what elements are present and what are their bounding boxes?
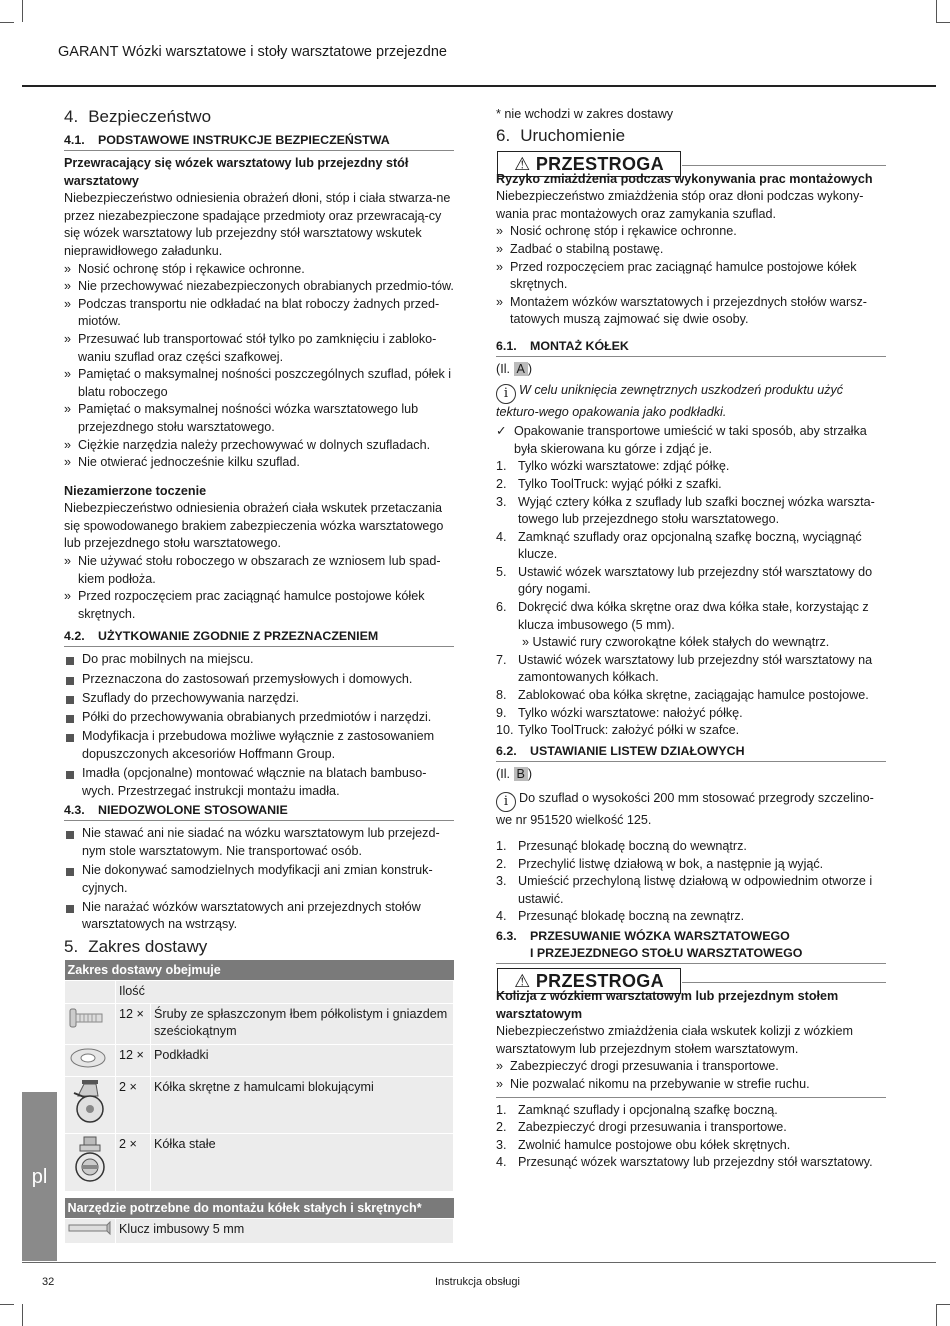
step-number: 3.	[496, 1137, 507, 1152]
steps-list	[496, 1102, 886, 1172]
swivel-caster-icon	[68, 1114, 112, 1128]
caution-box: ⚠ PRZESTROGA	[497, 968, 681, 994]
step-number: 5.	[496, 564, 507, 579]
info-icon: i	[496, 384, 516, 404]
list-item: Nie dokonywać samodzielnych modyfikacji ani zmian konstruk-cyjnych.	[64, 862, 454, 897]
list-item: » Przesuwać lub transportować stół tylko po zamknięciu i zabloko-waniu szuflad oraz części szafkowej.	[64, 331, 454, 366]
step-number: 1.	[496, 1102, 507, 1117]
section-4-1-heading: 4.1. PODSTAWOWE INSTRUKCJE BEZPIECZEŃSTWA	[64, 132, 454, 151]
list-item: » Zadbać o stabilną postawę.	[496, 241, 886, 259]
list-item: Imadła (opcjonalne) montować włącznie na blatach bambuso-wych. Przestrzegać instrukcji montażu imadła.	[64, 765, 454, 800]
crop-mark	[936, 22, 950, 23]
right-column	[496, 106, 886, 1172]
step-item	[496, 1154, 886, 1172]
step-item	[496, 458, 886, 476]
step-text: Ustawić wózek warsztatowy lub przejezdny stół warsztatowy do góry nogami.	[518, 564, 873, 597]
step-number: 2.	[496, 476, 507, 491]
step-text: Przesunąć wózek warsztatowy lub przejezdny stół warsztatowy.	[518, 1155, 873, 1170]
step-item	[496, 564, 886, 599]
tools-header: Narzędzie potrzebne do montażu kółek stałych i skrętnych*	[65, 1198, 454, 1219]
table-row	[65, 1133, 454, 1192]
info-note: i Do szuflad o wysokości 200 mm stosować przegrody szczelino-we nr 951520 wielkość 125.	[496, 791, 874, 828]
list-item: » Montażem wózków warsztatowych i przejezdnych stołów warsz-tatowych muszą zajmować się dwie osoby.	[496, 294, 886, 329]
crop-mark	[936, 0, 937, 22]
section-5-heading: 5. Zakres dostawy	[64, 936, 208, 956]
caution-list	[496, 223, 886, 329]
qty-cell: 12 ×	[116, 1044, 151, 1077]
caution-title: Kolizja z wózkiem warsztatowym lub przejezdnym stołem warsztatowym	[496, 988, 839, 1021]
list-item: » Ciężkie narzędzia należy przechowywać w dolnych szufladach.	[64, 437, 454, 455]
figure-badge: B	[514, 767, 528, 781]
caution-list	[496, 1058, 886, 1097]
list-item: Nie narażać wózków warsztatowych ani przejezdnych stołów warsztatowych na wstrząsy.	[64, 899, 454, 934]
step-text: Przesunąć blokadę boczną do wewnątrz.	[518, 839, 747, 853]
table-row	[65, 1077, 454, 1134]
step-item	[496, 705, 886, 723]
list-item: » Zabezpieczyć drogi przesuwania i transportowe.	[496, 1058, 886, 1076]
caution-rule	[682, 165, 886, 166]
paragraph: Niebezpieczeństwo odniesienia obrażeń dłoni, stóp i ciała stwarza-ne przez niezabezpieczone spadające przedmioty oraz przewracają-cy się wózek warsztatowy lub przejezdny stół warsztatowy wskutek nieprawidłowego załadunku.	[64, 191, 451, 258]
list-item: Nie stawać ani nie siadać na wózku warsztatowym lub przejezd-nym stole warsztatowym. Nie transportować osób.	[64, 825, 454, 860]
qty-cell: 12 ×	[116, 1003, 151, 1044]
intended-use-list	[64, 651, 454, 800]
tool-cell: Klucz imbusowy 5 mm	[116, 1219, 454, 1244]
figure-ref: (Il. B )	[496, 766, 533, 781]
step-item	[496, 722, 886, 740]
language-tab: pl	[22, 1092, 57, 1261]
washer-icon	[68, 1058, 108, 1072]
list-item: » Nie używać stołu roboczego w obszarach ze wzniosem lub spad-kiem podłoża.	[64, 553, 454, 588]
step-number: 3.	[496, 874, 507, 889]
step-text: Umieścić przechyloną listwę działową w odpowiednim otworze i ustawić.	[518, 874, 873, 906]
list-item: » Przed rozpoczęciem prac zaciągnąć hamulce postojowe kółek skrętnych.	[64, 588, 454, 623]
crop-mark	[0, 22, 14, 23]
info-note: i W celu uniknięcia zewnętrznych uszkodzeń produktu użyć tekturo-wego opakowania jako podkładki.	[496, 382, 844, 419]
step-text: Zabezpieczyć drogi przesuwania i transportowe.	[518, 1120, 787, 1135]
hex-key-icon	[68, 1224, 112, 1238]
qty-cell: 2 ×	[116, 1133, 151, 1192]
step-number: 4.	[496, 1155, 507, 1170]
figure-ref: (Il. A )	[496, 361, 533, 376]
crop-mark	[0, 1304, 14, 1305]
step-text: Wyjąć cztery kółka z szuflady lub szafki bocznej wózka warszta-towego lub przejezdnego stołu warsztatowego.	[518, 494, 875, 527]
section-6-heading: 6. Uruchomienie	[496, 125, 626, 145]
step-number: 4.	[496, 909, 507, 924]
list-item: » Pamiętać o maksymalnej nośności wózka warsztatowego lub przejezdnego stołu warsztatowego.	[64, 401, 454, 436]
subheading-tipping: Przewracający się wózek warsztatowy lub przejezdny stół warsztatowy	[64, 156, 409, 188]
list-item: ✓ Opakowanie transportowe umieścić w taki sposób, aby strzałka była skierowana ku górze i zdjąć je.	[496, 423, 886, 458]
safety-list	[64, 553, 454, 623]
caution-box: ⚠ PRZESTROGA	[497, 151, 681, 177]
steps-list	[496, 838, 886, 926]
step-item	[496, 873, 886, 908]
step-item	[496, 908, 886, 926]
paragraph: Niebezpieczeństwo odniesienia obrażeń ciała wskutek przetaczania się spowodowanego brakiem zabezpieczenia wózka warsztatowego lub przejezdnego stołu warsztatowego.	[64, 501, 444, 551]
list-item: Do prac mobilnych na miejscu.	[64, 651, 454, 669]
delivery-scope-table	[64, 960, 454, 1192]
step-text: Ustawić wózek warsztatowy lub przejezdny stół warsztatowy na zamontowanych kółkach.	[518, 652, 873, 685]
crop-mark	[22, 1304, 23, 1326]
list-item: Przeznaczona do zastosowań przemysłowych i domowych.	[64, 671, 454, 689]
step-text: Przechylić listwę działową w bok, a następnie ją wyjąć.	[518, 856, 824, 871]
step-number: 2.	[496, 1120, 507, 1135]
list-item: » Nie otwierać jednocześnie kilku szuflad.	[64, 454, 454, 472]
tools-table	[64, 1198, 454, 1244]
crop-mark	[22, 0, 23, 22]
step-item	[496, 529, 886, 564]
section-6-3-heading: 6.3. PRZESUWANIE WÓZKA WARSZTATOWEGO I PRZEJEZDNEGO STOŁU WARSZTATOWEGO	[496, 928, 886, 964]
list-item: » Nie przechowywać niezabezpieczonych obrabianych przedmio-tów.	[64, 278, 454, 296]
step-text: Zamknąć szuflady oraz opcjonalną szafkę boczną, wyciągnąć klucze.	[518, 529, 862, 562]
steps-list	[496, 458, 886, 740]
step-number: 4.	[496, 529, 507, 544]
page-header-title: GARANT Wózki warsztatowe i stoły warsztatowe przejezdne	[58, 44, 447, 60]
desc-cell: Kółka skrętne z hamulcami blokującymi	[151, 1077, 454, 1134]
crop-mark	[936, 1304, 937, 1326]
step-text: Zablokować oba kółka skrętne, zaciągając hamulce postojowe.	[518, 688, 869, 703]
crop-mark	[936, 1304, 950, 1305]
step-text: Tylko wózki warsztatowe: zdjąć półkę.	[518, 459, 730, 474]
step-item	[496, 856, 886, 874]
step-number: 1.	[496, 459, 507, 474]
header-rule	[22, 85, 936, 87]
left-column	[64, 106, 454, 1244]
list-item: » Nosić ochronę stóp i rękawice ochronne.	[496, 223, 886, 241]
table-row	[65, 1003, 454, 1044]
footnote: * nie wchodzi w zakres dostawy	[496, 107, 674, 121]
footer-doc-title: Instrukcja obsługi	[435, 1276, 520, 1288]
caution-text: Niebezpieczeństwo zmiażdżenia stóp oraz dłoni podczas wykony-wania prac montażowych oraz zamykania szuflad.	[496, 189, 864, 221]
prohibited-use-list	[64, 825, 454, 934]
info-icon: i	[496, 792, 516, 812]
nested-step: » Ustawić rury czworokątne kółek stałych do wewnątrz.	[518, 634, 886, 652]
section-6-1-heading: 6.1. MONTAŻ KÓŁEK	[496, 338, 886, 357]
list-item: Modyfikacja i przebudowa możliwe wyłącznie z zastosowaniem dopuszczonych akcesoriów Hoffmann Group.	[64, 728, 454, 763]
figure-badge: A	[514, 362, 528, 376]
caution-title: Ryzyko zmiażdżenia podczas wykonywania prac montażowych	[496, 171, 873, 186]
step-item	[496, 476, 886, 494]
step-number: 2.	[496, 856, 507, 871]
safety-list	[64, 261, 454, 472]
section-4-2-heading: 4.2. UŻYTKOWANIE ZGODNIE Z PRZEZNACZENIEM	[64, 628, 454, 647]
step-number: 6.	[496, 600, 507, 615]
list-item: » Nosić ochronę stóp i rękawice ochronne.	[64, 261, 454, 279]
section-4-heading: 4. Bezpieczeństwo	[64, 107, 212, 126]
table-header: Zakres dostawy obejmuje	[65, 960, 454, 981]
caution-text: Niebezpieczeństwo zmiażdżenia ciała wskutek kolizji z wózkiem warsztatowym lub przejezdnym stołem warsztatowym.	[496, 1024, 853, 1056]
qty-cell: 2 ×	[116, 1077, 151, 1134]
warning-triangle-icon: ⚠	[514, 153, 531, 174]
step-text: Dokręcić dwa kółka skrętne oraz dwa kółka stałe, korzystając z klucza imbusowego (5 mm).	[518, 600, 869, 632]
desc-cell: Śruby ze spłaszczonym łbem półkolistym i gniazdem sześciokątnym	[151, 1003, 454, 1044]
list-item: » Przed rozpoczęciem prac zaciągnąć hamulce postojowe kółek skrętnych.	[496, 259, 886, 294]
step-number: 8.	[496, 688, 507, 703]
list-item: » Podczas transportu nie odkładać na blat roboczy żadnych przed-miotów.	[64, 296, 454, 331]
step-text: Tylko ToolTruck: wyjąć półki z szafki.	[518, 476, 722, 491]
step-text: Zwolnić hamulce postojowe obu kółek skrętnych.	[518, 1137, 791, 1152]
desc-cell: Kółka stałe	[151, 1133, 454, 1192]
screw-icon	[68, 1019, 108, 1033]
page-number: 32	[42, 1276, 55, 1288]
step-item	[496, 494, 886, 529]
table-row	[65, 1219, 454, 1244]
warning-triangle-icon: ⚠	[514, 970, 531, 991]
step-text: Tylko wózki warsztatowe: nałożyć półkę.	[518, 705, 743, 720]
step-item	[496, 1137, 886, 1155]
step-text: Tylko ToolTruck: założyć półki w szafce.	[518, 723, 740, 738]
step-item	[496, 1102, 886, 1120]
list-item: Szuflady do przechowywania narzędzi.	[64, 690, 454, 708]
step-number: 10.	[496, 723, 514, 738]
table-row	[65, 1044, 454, 1077]
footer-rule	[22, 1262, 936, 1263]
fixed-caster-icon	[68, 1173, 112, 1187]
step-item	[496, 599, 886, 652]
step-number: 3.	[496, 494, 507, 509]
caution-rule	[682, 982, 886, 983]
qty-header: Ilość	[116, 980, 454, 1003]
step-item	[496, 652, 886, 687]
list-item: » Pamiętać o maksymalnej nośności poszczególnych szuflad, półek i blatu roboczego	[64, 366, 454, 401]
desc-cell: Podkładki	[151, 1044, 454, 1077]
section-4-3-heading: 4.3. NIEDOZWOLONE STOSOWANIE	[64, 802, 454, 821]
list-item: Półki do przechowywania obrabianych przedmiotów i narzędzi.	[64, 709, 454, 727]
step-number: 7.	[496, 652, 507, 667]
step-item	[496, 838, 886, 856]
step-text: Przesunąć blokadę boczną na zewnątrz.	[518, 909, 745, 924]
subheading-rolling: Niezamierzone toczenie	[64, 483, 207, 498]
section-6-2-heading: 6.2. USTAWIANIE LISTEW DZIAŁOWYCH	[496, 743, 886, 762]
list-item: » Nie pozwalać nikomu na przebywanie w strefie ruchu.	[496, 1076, 886, 1094]
check-list	[496, 423, 886, 458]
step-item	[496, 687, 886, 705]
step-number: 1.	[496, 839, 507, 853]
step-number: 9.	[496, 705, 507, 720]
step-item	[496, 1119, 886, 1137]
step-text: Zamknąć szuflady i opcjonalną szafkę boczną.	[518, 1102, 778, 1117]
